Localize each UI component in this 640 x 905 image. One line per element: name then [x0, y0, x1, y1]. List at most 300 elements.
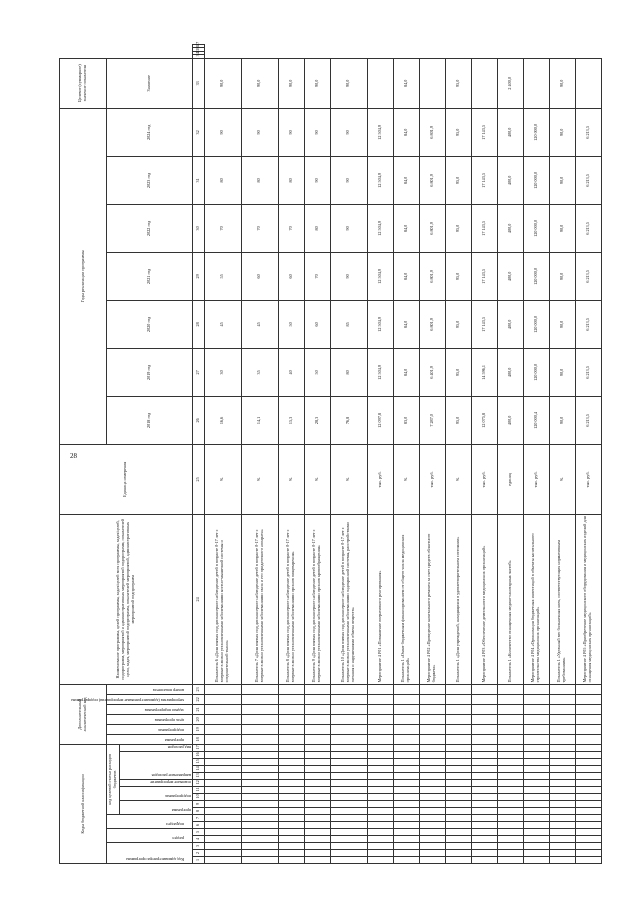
code-cell [471, 815, 497, 822]
year-value: 95,0 [445, 204, 471, 252]
code-cell [497, 850, 523, 857]
year-value: 95,0 [445, 348, 471, 396]
code-cell [278, 801, 304, 808]
column-number: 29 [192, 252, 204, 300]
code-cell [393, 724, 419, 734]
code-cell [549, 843, 575, 850]
year-value: 120 000,0 [523, 348, 549, 396]
code-cell [304, 850, 330, 857]
row-unit: % [330, 444, 367, 514]
code-cell [549, 724, 575, 734]
table-row [367, 45, 393, 864]
year-value: 120 000,0 [523, 252, 549, 300]
year-value: 70 [241, 204, 278, 252]
code-cell [523, 759, 549, 766]
column-number: 10 [192, 794, 204, 801]
code-cell [304, 857, 330, 864]
row-unit: % [304, 444, 330, 514]
code-cell [549, 704, 575, 714]
code-cell [367, 836, 393, 843]
code-cell [204, 759, 241, 766]
code-cell [304, 704, 330, 714]
code-cell [523, 744, 549, 751]
code-cell [241, 843, 278, 850]
code-cell [278, 822, 304, 829]
code-cell [549, 822, 575, 829]
column-number: 4 [192, 836, 204, 843]
code-cell [367, 829, 393, 836]
code-cell [575, 744, 601, 751]
code-cell [419, 843, 445, 850]
code-cell [393, 714, 419, 724]
year-value: 400,0 [497, 252, 523, 300]
target-value: 90,0 [304, 58, 330, 108]
year-value: 400,0 [497, 156, 523, 204]
code-cell [497, 766, 523, 773]
code-cell [330, 829, 367, 836]
code-cell [241, 780, 278, 787]
row-name: Мероприятие 4 Р01 «Повышение оперативного реагирования» [367, 514, 393, 684]
code-cell [497, 787, 523, 794]
code-cell [393, 694, 419, 704]
code-cell [471, 724, 497, 734]
code-cell [241, 752, 278, 759]
year-value: 90 [330, 108, 367, 156]
code-cell [241, 714, 278, 724]
code-cell [575, 850, 601, 857]
year-value: 12 504,9 [367, 348, 393, 396]
year-value: 50 [304, 348, 330, 396]
code-cell [497, 724, 523, 734]
code-cell [419, 801, 445, 808]
code-cell [445, 787, 471, 794]
year-value: 90 [204, 108, 241, 156]
code-cell [367, 734, 393, 744]
row-name: Показатель 6 «Доля взятых под диспансерное наблюдение детей в возрасте 0-17 лет с впервые в жизни установленными заболеваниями костно-мышечной системы и соединительной ткани» [204, 514, 241, 684]
table-row [523, 45, 549, 864]
year-value: 76,8 [330, 396, 367, 444]
code-cell [367, 822, 393, 829]
column-number: 32 [192, 108, 204, 156]
code-cell [445, 808, 471, 815]
code-cell [575, 734, 601, 744]
code-cell [204, 843, 241, 850]
year-value: 90,0 [549, 252, 575, 300]
subsection-header: подраздел [107, 815, 193, 829]
column-number: 34 [192, 55, 204, 58]
code-cell [471, 794, 497, 801]
year-value: 35 [241, 348, 278, 396]
column-number: 24 [192, 514, 204, 684]
code-cell [549, 815, 575, 822]
year-value: 70 [278, 204, 304, 252]
code-cell [304, 794, 330, 801]
code-cell [278, 714, 304, 724]
year-value: 60 [278, 252, 304, 300]
code-cell [278, 794, 304, 801]
code-cell [497, 794, 523, 801]
code-cell [241, 759, 278, 766]
code-cell [330, 857, 367, 864]
code-cell [523, 836, 549, 843]
code-cell [497, 744, 523, 751]
code-cell [471, 787, 497, 794]
column-number: 6 [192, 822, 204, 829]
target-header: Целевое (суммарное) значение показателя [60, 58, 107, 108]
code-cell [393, 780, 419, 787]
year-value: 95,0 [445, 156, 471, 204]
code-cell [241, 734, 278, 744]
code-cell [549, 734, 575, 744]
code-cell [549, 773, 575, 780]
column-number: 15 [192, 759, 204, 766]
year-value: 84,0 [393, 156, 419, 204]
code-cell [330, 759, 367, 766]
column-number: 14 [192, 766, 204, 773]
code-cell [575, 815, 601, 822]
target-value [471, 58, 497, 108]
code-cell [523, 714, 549, 724]
year-value: 6 213,5 [575, 300, 601, 348]
direction-sub-header: направление расходов [119, 752, 192, 780]
code-cell [549, 759, 575, 766]
code-cell [497, 734, 523, 744]
year-value: 6 213,5 [575, 252, 601, 300]
code-cell [204, 836, 241, 843]
code-cell [278, 752, 304, 759]
year-value: 90,0 [549, 300, 575, 348]
a-events-header: мероприятия (административные мероприятия) подпрограммы [107, 694, 193, 704]
year-value: 17 143,5 [471, 300, 497, 348]
code-cell [241, 801, 278, 808]
code-cell [204, 829, 241, 836]
code-cell [445, 857, 471, 864]
column-number: 19 [192, 724, 204, 734]
row-name: Показатель 9 «Доля взятых под диспансерное наблюдение детей в возрасте 0-17 лет с впервые в жизни установленными заболеваниями органов кровообращения» [304, 514, 330, 684]
year-value: 12 504,9 [367, 108, 393, 156]
code-cell [445, 773, 471, 780]
code-cell [471, 843, 497, 850]
code-cell [523, 857, 549, 864]
year-value: 400,0 [497, 204, 523, 252]
code-cell [575, 843, 601, 850]
year-value: 120 000,0 [523, 156, 549, 204]
code-cell [241, 857, 278, 864]
year-value: 6 801,9 [419, 300, 445, 348]
code-cell [367, 724, 393, 734]
code-cell [367, 843, 393, 850]
year-value: 80 [330, 348, 367, 396]
code-cell [241, 704, 278, 714]
code-cell [445, 744, 471, 751]
year-value: 60 [241, 252, 278, 300]
code-cell [445, 704, 471, 714]
column-number: 33 [192, 58, 204, 108]
code-cell [304, 759, 330, 766]
row-unit: тыс. руб. [575, 444, 601, 514]
code-cell [575, 714, 601, 724]
code-cell [445, 794, 471, 801]
year-value: 95,0 [445, 300, 471, 348]
column-number: 21 [192, 704, 204, 714]
section-header: раздел [107, 829, 193, 843]
code-cell [523, 724, 549, 734]
target-value: 2 400,0 [497, 58, 523, 108]
rotated-table-container [59, 41, 599, 864]
target-value: 84,0 [393, 58, 419, 108]
year-value: 90 [241, 108, 278, 156]
code-cell [241, 850, 278, 857]
code-cell [330, 724, 367, 734]
code-cell [497, 780, 523, 787]
code-cell [497, 752, 523, 759]
column-number: 37 [192, 45, 204, 48]
code-cell [445, 752, 471, 759]
year-value: 6 801,9 [419, 204, 445, 252]
row-unit: тыс. руб. [523, 444, 549, 514]
code-cell [241, 794, 278, 801]
code-cell [367, 694, 393, 704]
code-cell [497, 829, 523, 836]
column-number: 16 [192, 752, 204, 759]
year-value: 120 000,4 [523, 396, 549, 444]
row-name: Показатель 1 «Доля учреждений, находящихся в удовлетворительном состоянии» [445, 514, 471, 684]
row-unit: % [278, 444, 304, 514]
code-cell [278, 704, 304, 714]
code-cell [367, 704, 393, 714]
code-cell [549, 808, 575, 815]
code-cell [304, 734, 330, 744]
code-cell [445, 759, 471, 766]
year-value: 12 504,9 [367, 156, 393, 204]
year-value: 12 504,9 [367, 204, 393, 252]
code-cell [497, 857, 523, 864]
code-cell [471, 752, 497, 759]
code-cell [419, 714, 445, 724]
code-cell [523, 694, 549, 704]
code-cell [549, 684, 575, 694]
row-name: Мероприятие 4 Р04 «Организация бюджетных инвестиций в объекты капитального строительства медицинских организаций» [523, 514, 549, 684]
code-cell [330, 744, 367, 751]
code-cell [523, 801, 549, 808]
code-cell [471, 780, 497, 787]
row-unit: тыс. руб. [419, 444, 445, 514]
code-cell [241, 744, 278, 751]
code-cell [523, 843, 549, 850]
code-cell [549, 714, 575, 724]
code-cell [278, 787, 304, 794]
code-cell [204, 794, 241, 801]
year-value: 95,0 [445, 252, 471, 300]
code-cell [330, 752, 367, 759]
code-cell [445, 822, 471, 829]
year-value: 90,0 [549, 108, 575, 156]
code-cell [419, 684, 445, 694]
year-value: 90 [330, 252, 367, 300]
year-value: 28,3 [304, 396, 330, 444]
code-cell [304, 808, 330, 815]
year-value: 12 075,8 [471, 396, 497, 444]
row-name: Показатель 1 «Количество оснащенных медико-санитарных частей» [497, 514, 523, 684]
code-cell [523, 815, 549, 822]
code-cell [241, 787, 278, 794]
row-name: Показатель 7 «Доля взятых под диспансерное наблюдение детей в возрасте 0-17 лет с впервые в жизни установленными заболеваниями глаза и его придаточного аппарата» [241, 514, 278, 684]
table-row [419, 45, 445, 864]
code-cell [278, 734, 304, 744]
target-value: 90,0 [278, 58, 304, 108]
year-value: 6 801,9 [419, 252, 445, 300]
code-cell [549, 836, 575, 843]
target-value [523, 58, 549, 108]
column-number: 12 [192, 780, 204, 787]
code-cell [497, 836, 523, 843]
code-cell [549, 801, 575, 808]
code-cell [278, 694, 304, 704]
code-cell [575, 773, 601, 780]
code-cell [471, 694, 497, 704]
code-cell [419, 836, 445, 843]
year-value: 120 000,0 [523, 108, 549, 156]
code-cell [304, 829, 330, 836]
year-value: 400,0 [497, 300, 523, 348]
code-cell [278, 744, 304, 751]
code-cell [278, 724, 304, 734]
code-cell [575, 801, 601, 808]
a-subprogram-header: подпрограмма [107, 724, 193, 734]
code-cell [330, 822, 367, 829]
target-value-header: Значение [107, 58, 193, 108]
code-cell [278, 815, 304, 822]
target-value: 90,0 [241, 58, 278, 108]
a-tasks-header: задачи подпрограммы [107, 704, 193, 714]
code-cell [304, 684, 330, 694]
code-cell [445, 780, 471, 787]
column-number: 31 [192, 156, 204, 204]
unit-header: Единица измерения [60, 444, 193, 514]
code-cell [419, 787, 445, 794]
code-cell [445, 724, 471, 734]
column-number: 13 [192, 773, 204, 780]
code-cell [471, 734, 497, 744]
year-value: 14 596,1 [471, 348, 497, 396]
code-cell [549, 744, 575, 751]
code-cell [445, 694, 471, 704]
column-number: 36 [192, 48, 204, 51]
code-cell [204, 808, 241, 815]
column-number-row [192, 45, 204, 864]
code-cell [278, 836, 304, 843]
year-value: 90 [330, 204, 367, 252]
code-cell [204, 704, 241, 714]
row-name: Мероприятие 4 Р05 «Приобретение медицинского оборудования и медицинских изделий для оснащения медицинских организаций» [575, 514, 601, 684]
code-cell [393, 752, 419, 759]
column-number: 28 [192, 300, 204, 348]
code-cell [471, 822, 497, 829]
code-cell [330, 836, 367, 843]
code-cell [393, 801, 419, 808]
year-value: 17 143,5 [471, 156, 497, 204]
expense-type-sub-header: вид расходов [119, 744, 192, 751]
code-cell [523, 773, 549, 780]
code-cell [575, 808, 601, 815]
code-cell [549, 752, 575, 759]
year-value: 15,3 [278, 396, 304, 444]
code-cell [393, 684, 419, 694]
table-row [445, 45, 471, 864]
code-cell [241, 808, 278, 815]
code-cell [304, 694, 330, 704]
code-cell [241, 773, 278, 780]
code-cell [575, 857, 601, 864]
code-cell [393, 734, 419, 744]
code-cell [419, 773, 445, 780]
code-cell [393, 822, 419, 829]
year-value: 12 504,9 [367, 300, 393, 348]
code-cell [304, 773, 330, 780]
code-cell [575, 724, 601, 734]
row-name: Показатель 10 «Доля взятых под диспансерное наблюдение детей в возрасте 0-17 лет с впервые в жизни установленными заболеваниями эндокринной системы, расстройствами питания и нарушениями обмена веществ» [330, 514, 367, 684]
target-value: 90,0 [330, 58, 367, 108]
year-value: 6 213,5 [575, 348, 601, 396]
table-row [393, 45, 419, 864]
year-value: 30 [204, 348, 241, 396]
code-cell [304, 724, 330, 734]
year-value: 50 [278, 300, 304, 348]
code-cell [204, 850, 241, 857]
code-cell [367, 759, 393, 766]
code-cell [304, 787, 330, 794]
code-cell [549, 829, 575, 836]
code-cell [523, 829, 549, 836]
code-cell [393, 759, 419, 766]
table-row [304, 45, 330, 864]
code-cell [204, 857, 241, 864]
code-cell [241, 684, 278, 694]
code-cell [523, 766, 549, 773]
code-cell [330, 773, 367, 780]
subprogram-sub-header: подпрограмма [119, 787, 192, 801]
admin-code-header: Код администратора программы [107, 843, 193, 864]
target-value: 90,0 [549, 58, 575, 108]
target-value [419, 58, 445, 108]
year-value: 400,0 [497, 348, 523, 396]
year-value: 55 [204, 252, 241, 300]
code-cell [204, 714, 241, 724]
column-number: 18 [192, 734, 204, 744]
row-name: Мероприятие 4 Р03 «Обеспечение деятельности медицинских организаций» [471, 514, 497, 684]
program-name-header: Наименование программы, целей программы, задач/целей всех программы, задач/целей, подпрограмм, мероприятий и административных мероприятий подпрограмм, показателей цели, задач, мероприятий подпрограмм, показателей мероприятий, административных мероприятий подпрограмм [60, 514, 193, 684]
code-cell [445, 850, 471, 857]
year-value: 90 [304, 156, 330, 204]
code-cell [523, 794, 549, 801]
code-cell [575, 704, 601, 714]
code-cell [204, 724, 241, 734]
code-cell [241, 822, 278, 829]
code-cell [393, 857, 419, 864]
code-cell [419, 734, 445, 744]
code-cell [304, 843, 330, 850]
year-value: 6 213,5 [575, 108, 601, 156]
code-cell [393, 773, 419, 780]
year-value: 45 [241, 300, 278, 348]
code-cell [445, 714, 471, 724]
a-program-header: программа [107, 734, 193, 744]
code-cell [330, 850, 367, 857]
code-cell [393, 836, 419, 843]
code-cell [523, 704, 549, 714]
code-cell [330, 766, 367, 773]
code-cell [497, 684, 523, 694]
